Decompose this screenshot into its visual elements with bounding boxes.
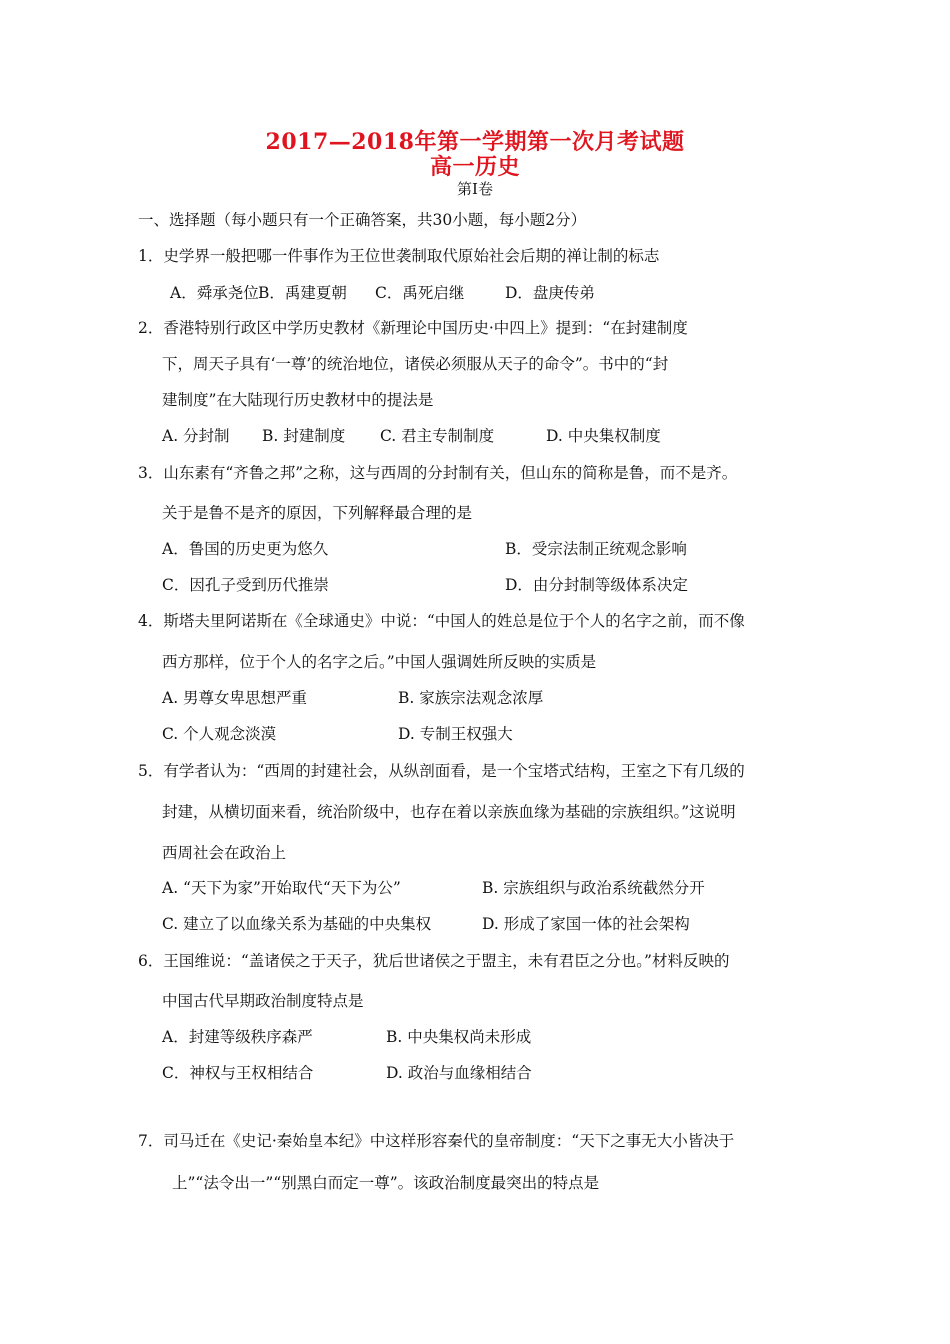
q2-option-c: C. 君主专制制度 — [380, 427, 495, 445]
question-7-stem-line-1: 7．司马迁在《史记·秦始皇本纪》中这样形容秦代的皇帝制度：“天下之事无大小皆决于 — [138, 1132, 735, 1150]
q3-option-b: B．受宗法制正统观念影响 — [505, 540, 687, 558]
q4-option-c: C. 个人观念淡漠 — [162, 725, 277, 743]
section-heading: 一、选择题（每小题只有一个正确答案，共30小题，每小题2分） — [138, 211, 587, 229]
question-5-stem-line-3: 西周社会在政治上 — [162, 844, 287, 862]
q3-option-c: C．因孔子受到历代推崇 — [162, 576, 329, 594]
q3-option-d: D．由分封制等级体系决定 — [505, 576, 688, 594]
question-6-stem-line-1: 6．王国维说：“盖诸侯之于天子，犹后世诸侯之于盟主，未有君臣之分也。”材料反映的 — [138, 952, 730, 970]
q4-option-d: D. 专制王权强大 — [398, 725, 513, 743]
q1-option-b: B．禹建夏朝 — [258, 284, 347, 302]
q6-option-d: D. 政治与血缘相结合 — [386, 1064, 532, 1082]
q2-option-d: D. 中央集权制度 — [546, 427, 661, 445]
q6-option-b: B. 中央集权尚未形成 — [386, 1028, 532, 1046]
question-2-stem-line-1: 2．香港特别行政区中学历史教材《新理论中国历史·中四上》提到：“在封建制度 — [138, 319, 688, 337]
question-4-stem-line-2: 西方那样，位于个人的名字之后。”中国人强调姓所反映的实质是 — [162, 653, 597, 671]
q2-option-b: B. 封建制度 — [262, 427, 346, 445]
volume-label: 第Ⅰ卷 — [457, 180, 493, 198]
question-5-stem-line-2: 封建，从横切面来看，统治阶级中，也存在着以亲族血缘为基础的宗族组织。”这说明 — [162, 803, 736, 821]
question-2-stem-line-3: 建制度”在大陆现行历史教材中的提法是 — [162, 391, 434, 409]
q5-option-a: A. “天下为家”开始取代“天下为公” — [162, 879, 401, 897]
q2-option-a: A. 分封制 — [162, 427, 230, 445]
q5-option-d: D. 形成了家国一体的社会架构 — [482, 915, 690, 933]
q1-option-c: C．禹死启继 — [375, 284, 465, 302]
question-3-stem-line-1: 3．山东素有“齐鲁之邦”之称，这与西周的分封制有关，但山东的简称是鲁，而不是齐。 — [138, 464, 738, 482]
q5-option-b: B. 宗族组织与政治系统截然分开 — [482, 879, 705, 897]
question-2-stem-line-2: 下，周天子具有‘一尊’的统治地位，诸侯必须服从天子的命令”。书中的“封 — [162, 355, 669, 373]
question-1-stem: 1．史学界一般把哪一件事作为王位世袭制取代原始社会后期的禅让制的标志 — [138, 247, 660, 265]
question-5-stem-line-1: 5．有学者认为：“西周的封建社会，从纵剖面看，是一个宝塔式结构，王室之下有几级的 — [138, 762, 745, 780]
q3-option-a: A．鲁国的历史更为悠久 — [162, 540, 329, 558]
q6-option-a: A．封建等级秩序森严 — [162, 1028, 313, 1046]
q6-option-c: C．神权与王权相结合 — [162, 1064, 314, 1082]
q1-option-d: D．盘庚传弟 — [505, 284, 595, 302]
q4-option-b: B. 家族宗法观念浓厚 — [398, 689, 544, 707]
exam-title: 2017—2018年第一学期第一次月考试题 — [265, 129, 685, 155]
q4-option-a: A. 男尊女卑思想严重 — [162, 689, 308, 707]
q5-option-c: C. 建立了以血缘关系为基础的中央集权 — [162, 915, 432, 933]
question-6-stem-line-2: 中国古代早期政治制度特点是 — [162, 992, 364, 1010]
exam-subtitle: 高一历史 — [429, 154, 520, 180]
question-3-stem-line-2: 关于是鲁不是齐的原因，下列解释最合理的是 — [162, 504, 473, 522]
question-7-stem-line-2: 上”“法令出一”“别黑白而定一尊”。该政治制度最突出的特点是 — [172, 1174, 600, 1192]
question-4-stem-line-1: 4．斯塔夫里阿诺斯在《全球通史》中说：“中国人的姓总是位于个人的名字之前，而不像 — [138, 612, 745, 630]
q1-option-a: A．舜承尧位 — [170, 284, 259, 302]
